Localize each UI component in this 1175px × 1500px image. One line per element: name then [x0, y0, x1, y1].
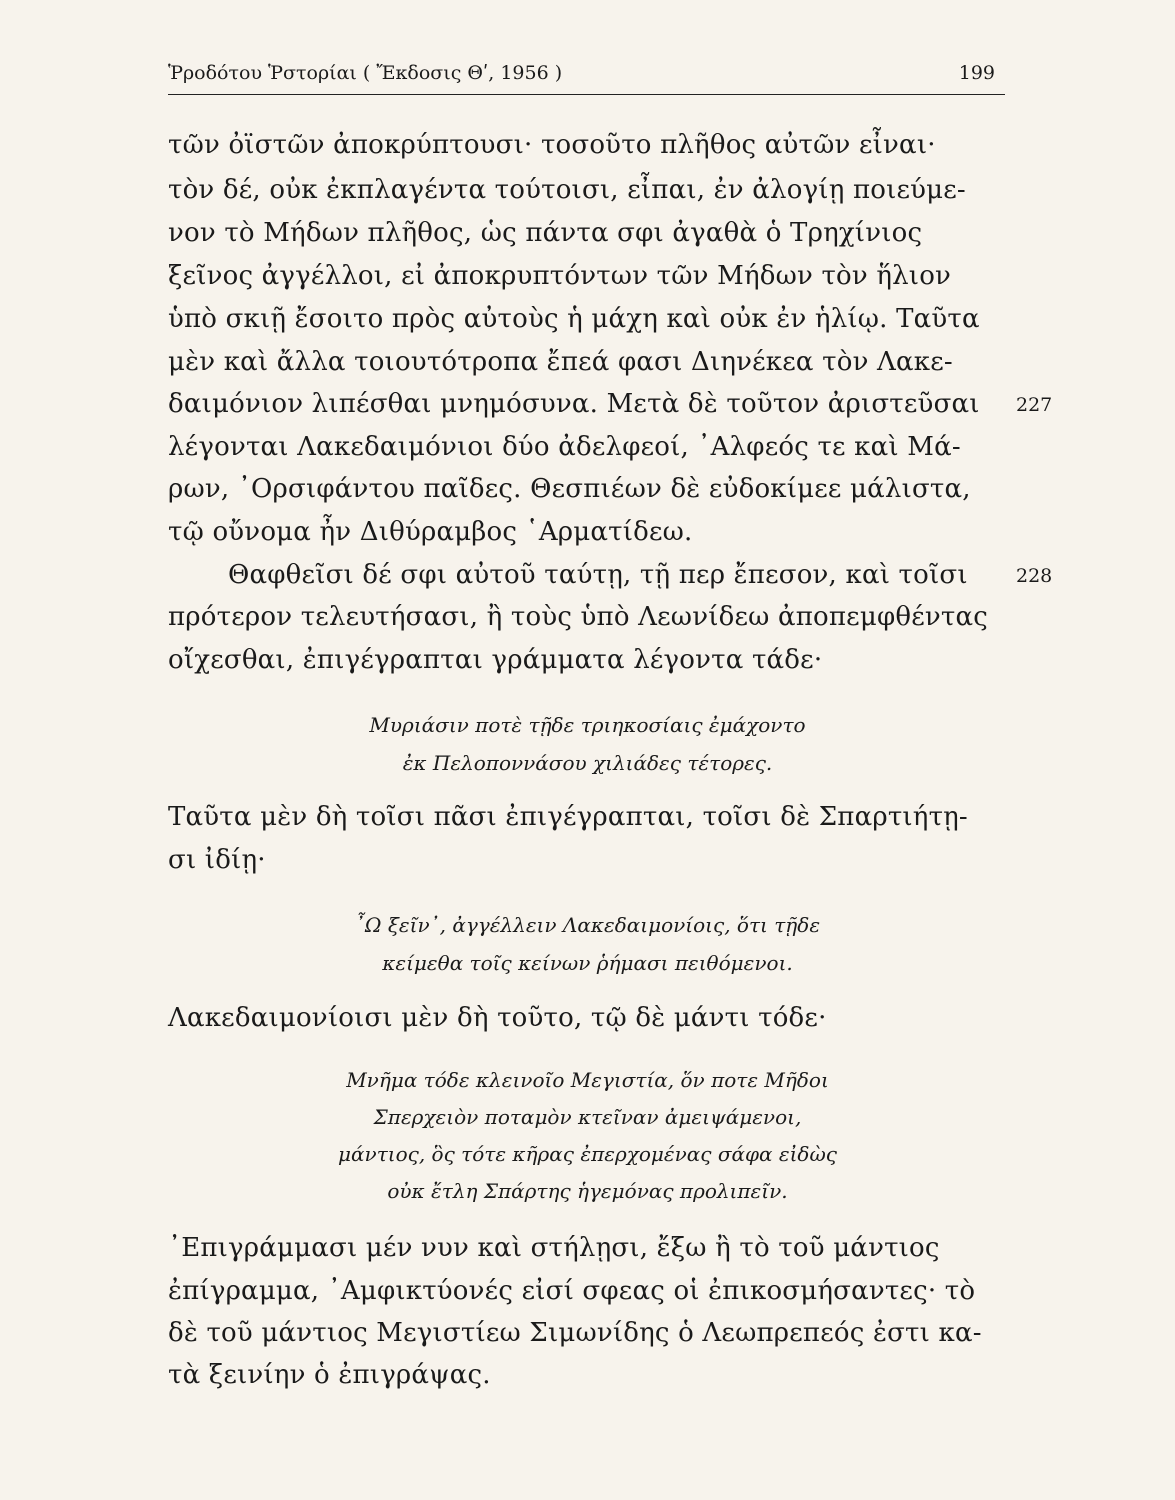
prose-line: νον τὸ Μήδων πλῆθος, ὡς πάντα σφι ἀγαθὰ ὁ Τρηχίνιος: [168, 218, 923, 248]
prose-line: δὲ τοῦ μάντιος Μεγιστίεω Σιμωνίδης ὁ Λεωπρεπεός ἐστι κα-: [168, 1318, 982, 1348]
prose-line: τῷ οὔνομα ἦν Διθύραμβος ῾Αρματίδεω.: [168, 517, 693, 547]
prose-line: πρότερον τελευτήσασι, ἢ τοὺς ὑπὸ Λεωνίδεω ἀποπεμφθέντας: [168, 602, 988, 632]
prose-line: τῶν ὀϊστῶν ἀποκρύπτουσι· τοσοῦτο πλῆθος αὐτῶν εἶναι·: [168, 130, 936, 160]
page-number: 199: [958, 62, 995, 84]
verse-line: Μυριάσιν ποτὲ τῇδε τριηκοσίαις ἐμάχοντο: [369, 713, 806, 737]
prose-line: ἐπίγραμμα, ᾿Αμφικτύονές εἰσί σφεας οἱ ἐπικοσμήσαντες· τὸ: [168, 1276, 976, 1306]
prose-line: ρων, ᾿Ορσιφάντου παῖδες. Θεσπιέων δὲ εὐδοκίμεε μάλιστα,: [168, 474, 971, 504]
prose-line: Ταῦτα μὲν δὴ τοῖσι πᾶσι ἐπιγέγραπται, τοῖσι δὲ Σπαρτιήτῃ-: [168, 802, 968, 832]
verse-line: κείμεθα τοῖς κείνων ῥήμασι πειθόμενοι.: [382, 951, 793, 975]
prose-line: μὲν καὶ ἄλλα τοιουτότροπα ἔπεά φασι Διηνέκεα τὸν Λακε-: [168, 347, 953, 377]
verse-line: οὐκ ἔτλη Σπάρτης ἡγεμόνας προλιπεῖν.: [387, 1179, 788, 1203]
prose-line: ξεῖνος ἀγγέλλοι, εἰ ἀποκρυπτόντων τῶν Μήδων τὸν ἥλιον: [168, 261, 952, 291]
prose-line: τὰ ξεινίην ὁ ἐπιγράψας.: [168, 1360, 491, 1390]
prose-line: Λακεδαιμονίοισι μὲν δὴ τοῦτο, τῷ δὲ μάντι τόδε·: [168, 1003, 827, 1033]
verse-line: Σπερχειὸν ποταμὸν κτεῖναν ἀμειψάμενοι,: [373, 1105, 802, 1129]
section-number-227: 227: [1016, 394, 1053, 416]
verse-line: ῏Ω ξεῖν᾿, ἀγγέλλειν Λακεδαιμονίοις, ὅτι τῇδε: [354, 913, 821, 937]
prose-line: σι ἰδίῃ·: [168, 845, 266, 875]
running-title: Ῥροδότου Ῥστορίαι ( Ἔκδοσις Θʹ, 1956 ): [168, 62, 563, 84]
verse-line: Μνῆμα τόδε κλεινοῖο Μεγιστία, ὅν ποτε Μῆδοι: [346, 1068, 829, 1092]
section-number-228: 228: [1016, 565, 1053, 587]
prose-line: ᾿Επιγράμμασι μέν νυν καὶ στήλῃσι, ἔξω ἢ τὸ τοῦ μάντιος: [168, 1233, 940, 1263]
prose-line: Θαφθεῖσι δέ σφι αὐτοῦ ταύτῃ, τῇ περ ἔπεσον, καὶ τοῖσι: [228, 560, 968, 590]
verse-line: μάντιος, ὃς τότε κῆρας ἐπερχομένας σάφα εἰδὼς: [338, 1142, 837, 1166]
prose-line: δαιμόνιον λιπέσθαι μνημόσυνα. Μετὰ δὲ τοῦτον ἀριστεῦσαι: [168, 389, 980, 419]
verse-line: ἐκ Πελοποννάσου χιλιάδες τέτορες.: [402, 751, 773, 775]
prose-line: οἴχεσθαι, ἐπιγέγραπται γράμματα λέγοντα τάδε·: [168, 645, 823, 675]
prose-line: ὑπὸ σκιῇ ἔσοιτο πρὸς αὐτοὺς ἡ μάχη καὶ οὐκ ἐν ἡλίῳ. Ταῦτα: [168, 304, 980, 334]
page-header: [168, 60, 1005, 95]
prose-line: τὸν δέ, οὐκ ἐκπλαγέντα τούτοισι, εἶπαι, ἐν ἀλογίῃ ποιεύμε-: [168, 175, 966, 205]
prose-line: λέγονται Λακεδαιμόνιοι δύο ἀδελφεοί, ᾿Αλφεός τε καὶ Μά-: [168, 432, 961, 462]
